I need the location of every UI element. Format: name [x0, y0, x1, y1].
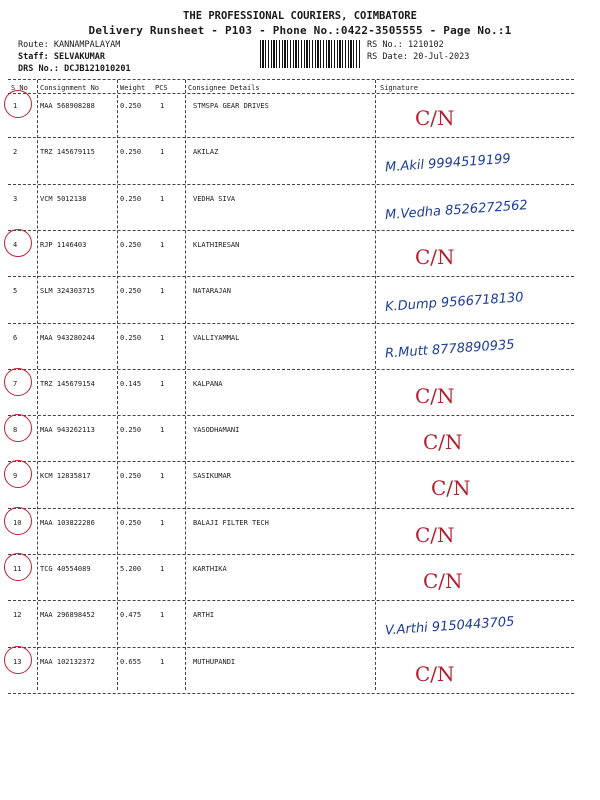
sno-circle-mark	[4, 368, 32, 396]
route-line	[18, 40, 120, 50]
staff-value: SELVAKUMAR	[53, 52, 106, 62]
row-consignee: ARTHI	[193, 611, 215, 620]
drs-value: DCJB121010201	[64, 64, 131, 74]
row-separator	[8, 554, 574, 555]
row-weight: 0.250	[120, 472, 142, 481]
sno-circle-mark	[4, 460, 32, 488]
row-weight: 5.200	[120, 565, 142, 573]
row-consignee: STMSPA GEAR DRIVES	[193, 102, 269, 110]
row-consignee: KLATHIRESAN	[193, 240, 240, 249]
row-separator	[8, 461, 574, 462]
row-consignment-no: MAA 943262113	[40, 426, 95, 435]
sno-circle-mark	[4, 414, 32, 442]
row-consignee: SASIKUMAR	[193, 472, 231, 481]
column-divider	[117, 80, 118, 690]
rs-date-value: 20-Jul-2023	[413, 52, 470, 62]
rs-no-label: RS No.:	[367, 40, 403, 50]
row-pcs: 1	[160, 102, 165, 110]
row-pcs: 1	[160, 565, 165, 573]
row-consignment-no: TCG 40554089	[40, 565, 91, 573]
row-sno: 11	[13, 565, 22, 573]
row-weight: 0.145	[120, 379, 142, 388]
signature-cn-mark: C/N	[415, 522, 455, 547]
row-consignment-no: TRZ 145679115	[40, 148, 95, 157]
row-consignment-no: MAA 296898452	[40, 611, 95, 620]
col-header-consignment: Consignment No	[40, 84, 100, 92]
row-sno: 7	[13, 379, 18, 388]
row-sno: 8	[13, 426, 18, 435]
row-consignee: NATARAJAN	[193, 287, 231, 296]
header-top-rule	[8, 79, 574, 80]
row-consignee: VALLIYAMMAL	[193, 333, 240, 342]
drs-label: DRS No.:	[18, 64, 59, 74]
column-divider	[37, 80, 38, 690]
row-sno: 6	[13, 333, 18, 342]
row-separator	[8, 369, 574, 370]
row-pcs: 1	[160, 426, 165, 435]
col-header-signature: Signature	[380, 84, 418, 92]
rs-no-line	[367, 40, 444, 50]
signature-handwritten: V.Arthi 9150443705	[384, 614, 515, 639]
row-separator	[8, 600, 574, 601]
staff-label: Staff:	[18, 52, 49, 62]
row-consignment-no: TRZ 145679154	[40, 379, 95, 388]
row-weight: 0.475	[120, 611, 142, 620]
drs-line	[18, 64, 131, 74]
staff-line	[18, 52, 105, 62]
rs-no-value: 1210102	[407, 40, 444, 50]
row-separator	[8, 647, 574, 648]
signature-cn-mark: C/N	[423, 569, 463, 593]
header-bottom-rule	[8, 93, 574, 94]
row-sno: 10	[13, 518, 22, 527]
row-weight: 0.655	[120, 657, 142, 666]
row-separator	[8, 276, 574, 277]
row-pcs: 1	[160, 287, 165, 296]
row-sno: 4	[13, 240, 18, 249]
row-weight: 0.250	[120, 518, 142, 527]
signature-cn-mark: C/N	[415, 661, 455, 686]
row-consignee: KARTHIKA	[193, 565, 227, 573]
signature-handwritten: M.Vedha 8526272562	[384, 197, 529, 223]
sno-circle-mark	[4, 229, 32, 257]
signature-cn-mark: C/N	[423, 430, 463, 455]
row-consignee: KALPANA	[193, 379, 223, 388]
row-pcs: 1	[160, 611, 165, 620]
column-divider	[185, 80, 186, 690]
signature-handwritten: K.Dump 9566718130	[384, 290, 525, 316]
row-weight: 0.250	[120, 148, 142, 157]
row-consignee: MUTHUPANDI	[193, 657, 236, 666]
row-sno: 2	[13, 148, 18, 157]
row-pcs: 1	[160, 194, 165, 203]
runsheet-subtitle: Delivery Runsheet - P103 - Phone No.:0422-3505555 - Page No.:1	[88, 24, 512, 37]
signature-cn-mark: C/N	[431, 476, 471, 501]
row-pcs: 1	[160, 657, 165, 666]
row-consignee: BALAJI FILTER TECH	[193, 518, 269, 527]
row-weight: 0.250	[120, 194, 142, 203]
col-header-weight: Weight	[120, 84, 146, 92]
signature-cn-mark: C/N	[415, 106, 455, 130]
signature-cn-mark: C/N	[415, 244, 455, 269]
signature-cn-mark: C/N	[415, 383, 455, 408]
row-consignment-no: MAA 943280244	[40, 333, 95, 342]
row-sno: 9	[13, 472, 18, 481]
rs-date-line	[367, 52, 469, 62]
row-sno: 13	[13, 657, 22, 666]
row-separator	[8, 415, 574, 416]
company-title: THE PROFESSIONAL COURIERS, COIMBATORE	[183, 10, 417, 22]
row-weight: 0.250	[120, 240, 142, 249]
row-pcs: 1	[160, 518, 165, 527]
row-consignment-no: MAA 102132372	[40, 657, 95, 666]
row-sno: 12	[13, 611, 22, 620]
row-separator	[8, 137, 574, 138]
row-separator	[8, 230, 574, 231]
row-consignment-no: VCM 5012138	[40, 194, 87, 203]
signature-handwritten: M.Akil 9994519199	[384, 151, 512, 176]
row-sno: 1	[13, 102, 18, 110]
row-separator	[8, 323, 574, 324]
row-separator	[8, 693, 574, 694]
row-pcs: 1	[160, 472, 165, 481]
row-consignment-no: MAA 103822286	[40, 518, 95, 527]
row-pcs: 1	[160, 379, 165, 388]
row-consignee: YASODHAMANI	[193, 426, 240, 435]
row-weight: 0.250	[120, 426, 142, 435]
row-weight: 0.250	[120, 102, 142, 110]
row-pcs: 1	[160, 148, 165, 157]
row-consignee: AKILAZ	[193, 148, 219, 157]
row-separator	[8, 184, 574, 185]
row-weight: 0.250	[120, 333, 142, 342]
row-consignment-no: SLM 324303715	[40, 287, 95, 296]
row-consignment-no: RJP 1146403	[40, 240, 87, 249]
route-label: Route:	[18, 40, 49, 50]
route-value: KANNAMPALAYAM	[53, 40, 121, 50]
col-header-pcs: PCS	[155, 84, 168, 92]
row-pcs: 1	[160, 240, 165, 249]
column-divider	[375, 80, 376, 690]
row-weight: 0.250	[120, 287, 142, 296]
row-sno: 3	[13, 194, 18, 203]
row-consignee: VEDHA SIVA	[193, 194, 236, 203]
sno-circle-mark	[4, 90, 32, 118]
col-header-consignee: Consignee Details	[188, 84, 260, 92]
signature-handwritten: R.Mutt 8778890935	[384, 336, 516, 362]
row-consignment-no: MAA 568908288	[40, 102, 95, 110]
row-sno: 5	[13, 287, 18, 296]
row-pcs: 1	[160, 333, 165, 342]
col-header-sno: S No	[11, 84, 28, 92]
rs-date-label: RS Date:	[367, 52, 408, 62]
row-consignment-no: KCM 12835817	[40, 472, 91, 481]
barcode	[260, 40, 360, 68]
row-separator	[8, 508, 574, 509]
